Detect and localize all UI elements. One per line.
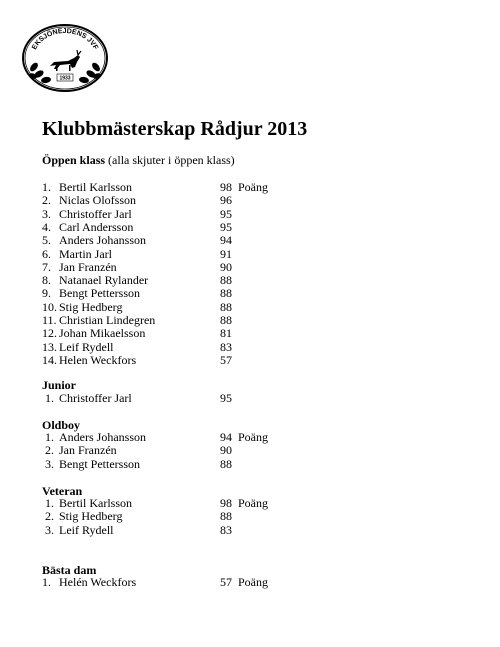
rank-number: 2. [42, 193, 51, 208]
participant-name: Bengt Pettersson [59, 456, 140, 471]
score-unit: Poäng [238, 496, 268, 510]
participant-name: Leif Rydell [59, 522, 114, 537]
rank-number: 7. [42, 259, 51, 274]
participant-name: Stig Hedberg [59, 509, 123, 524]
score-unit: Poäng [238, 180, 268, 194]
rank-number: 12. [42, 326, 57, 341]
participant-name: Christoffer Jarl [59, 206, 132, 221]
rank-number: 6. [42, 246, 51, 261]
participant-name: Leif Rydell [59, 339, 114, 354]
rank-number: 1. [45, 430, 54, 444]
score-value: 88 [220, 456, 232, 471]
best-lady-heading: Bästa dam [42, 563, 97, 577]
participant-name: Bertil Karlsson [59, 496, 132, 510]
rank-number: 8. [42, 273, 51, 288]
result-row [42, 575, 342, 589]
result-row [42, 457, 342, 471]
score-value: 88 [220, 313, 232, 327]
participant-name: Martin Jarl [59, 246, 112, 261]
result-row [42, 430, 342, 444]
score-value: 95 [220, 391, 232, 405]
score-value: 88 [220, 509, 232, 524]
rank-number: 3. [42, 206, 51, 221]
rank-number: 1. [42, 575, 51, 589]
rank-number: 13. [42, 339, 57, 354]
veteran-heading: Veteran [42, 484, 83, 498]
score-value: 94 [220, 430, 232, 444]
rank-number: 11. [42, 313, 57, 327]
result-row [42, 340, 342, 354]
rank-number: 3. [45, 522, 54, 537]
participant-name: Carl Andersson [59, 219, 134, 234]
logo-year: 1933 [59, 75, 71, 82]
participant-name: Jan Franzén [59, 259, 117, 274]
participant-name: Johan Mikaelsson [59, 326, 146, 341]
score-value: 94 [220, 233, 232, 248]
score-unit: Poäng [238, 430, 268, 444]
rank-number: 1. [45, 391, 54, 405]
rank-number: 9. [42, 286, 51, 301]
open-class-heading [42, 153, 235, 167]
score-value: 90 [220, 443, 232, 458]
participant-name: Niclas Olofsson [59, 193, 136, 208]
score-value: 57 [220, 575, 232, 589]
oldboy-heading: Oldboy [42, 418, 81, 432]
result-row [42, 220, 342, 234]
result-row [42, 273, 342, 287]
result-row [42, 260, 342, 274]
page-title: Klubbmästerskap Rådjur 2013 [42, 118, 308, 140]
result-row [42, 286, 342, 300]
rank-number: 3. [45, 456, 54, 471]
svg-text:EKSJÖNEJDENS JVF: EKSJÖNEJDENS JVF [31, 27, 99, 52]
score-value: 95 [220, 219, 232, 234]
junior-heading: Junior [42, 378, 77, 392]
result-row [42, 180, 342, 194]
score-value: 98 [220, 180, 232, 194]
rank-number: 1. [45, 496, 54, 510]
club-logo [20, 22, 110, 92]
rank-number: 10. [42, 299, 57, 314]
rank-number: 14. [42, 352, 57, 367]
participant-name: Natanael Rylander [59, 273, 149, 288]
result-row [42, 391, 342, 405]
open-class-label: Öppen klass [42, 153, 106, 167]
result-row [42, 326, 342, 340]
rank-number: 5. [42, 233, 51, 248]
result-row [42, 523, 342, 537]
score-value: 83 [220, 522, 232, 537]
participant-name: Helén Weckfors [59, 575, 137, 589]
result-row [42, 300, 342, 314]
participant-name: Anders Johansson [59, 430, 146, 444]
participant-name: Helen Weckfors [59, 352, 137, 367]
participant-name: Christian Lindegren [59, 313, 156, 327]
score-value: 96 [220, 193, 232, 208]
result-row [42, 353, 342, 367]
result-row [42, 509, 342, 523]
open-class-note: (alla skjuter i öppen klass) [108, 153, 235, 167]
result-row [42, 233, 342, 247]
result-row [42, 193, 342, 207]
result-row [42, 247, 342, 261]
result-row [42, 443, 342, 457]
rank-number: 2. [45, 443, 54, 458]
score-value: 88 [220, 286, 232, 301]
score-unit: Poäng [238, 575, 268, 589]
score-value: 88 [220, 273, 232, 288]
participant-name: Christoffer Jarl [59, 391, 132, 405]
score-value: 91 [220, 246, 232, 261]
score-value: 83 [220, 339, 232, 354]
result-row [42, 496, 342, 510]
participant-name: Anders Johansson [59, 233, 146, 248]
participant-name: Bengt Pettersson [59, 286, 140, 301]
rank-number: 1. [42, 180, 51, 194]
rank-number: 2. [45, 509, 54, 524]
rank-number: 4. [42, 219, 51, 234]
participant-name: Bertil Karlsson [59, 180, 132, 194]
participant-name: Jan Franzén [59, 443, 117, 458]
result-row [42, 207, 342, 221]
participant-name: Stig Hedberg [59, 299, 123, 314]
score-value: 88 [220, 299, 232, 314]
score-value: 81 [220, 326, 232, 341]
score-value: 98 [220, 496, 232, 510]
result-row [42, 313, 342, 327]
score-value: 95 [220, 206, 232, 221]
score-value: 57 [220, 352, 232, 367]
score-value: 90 [220, 259, 232, 274]
